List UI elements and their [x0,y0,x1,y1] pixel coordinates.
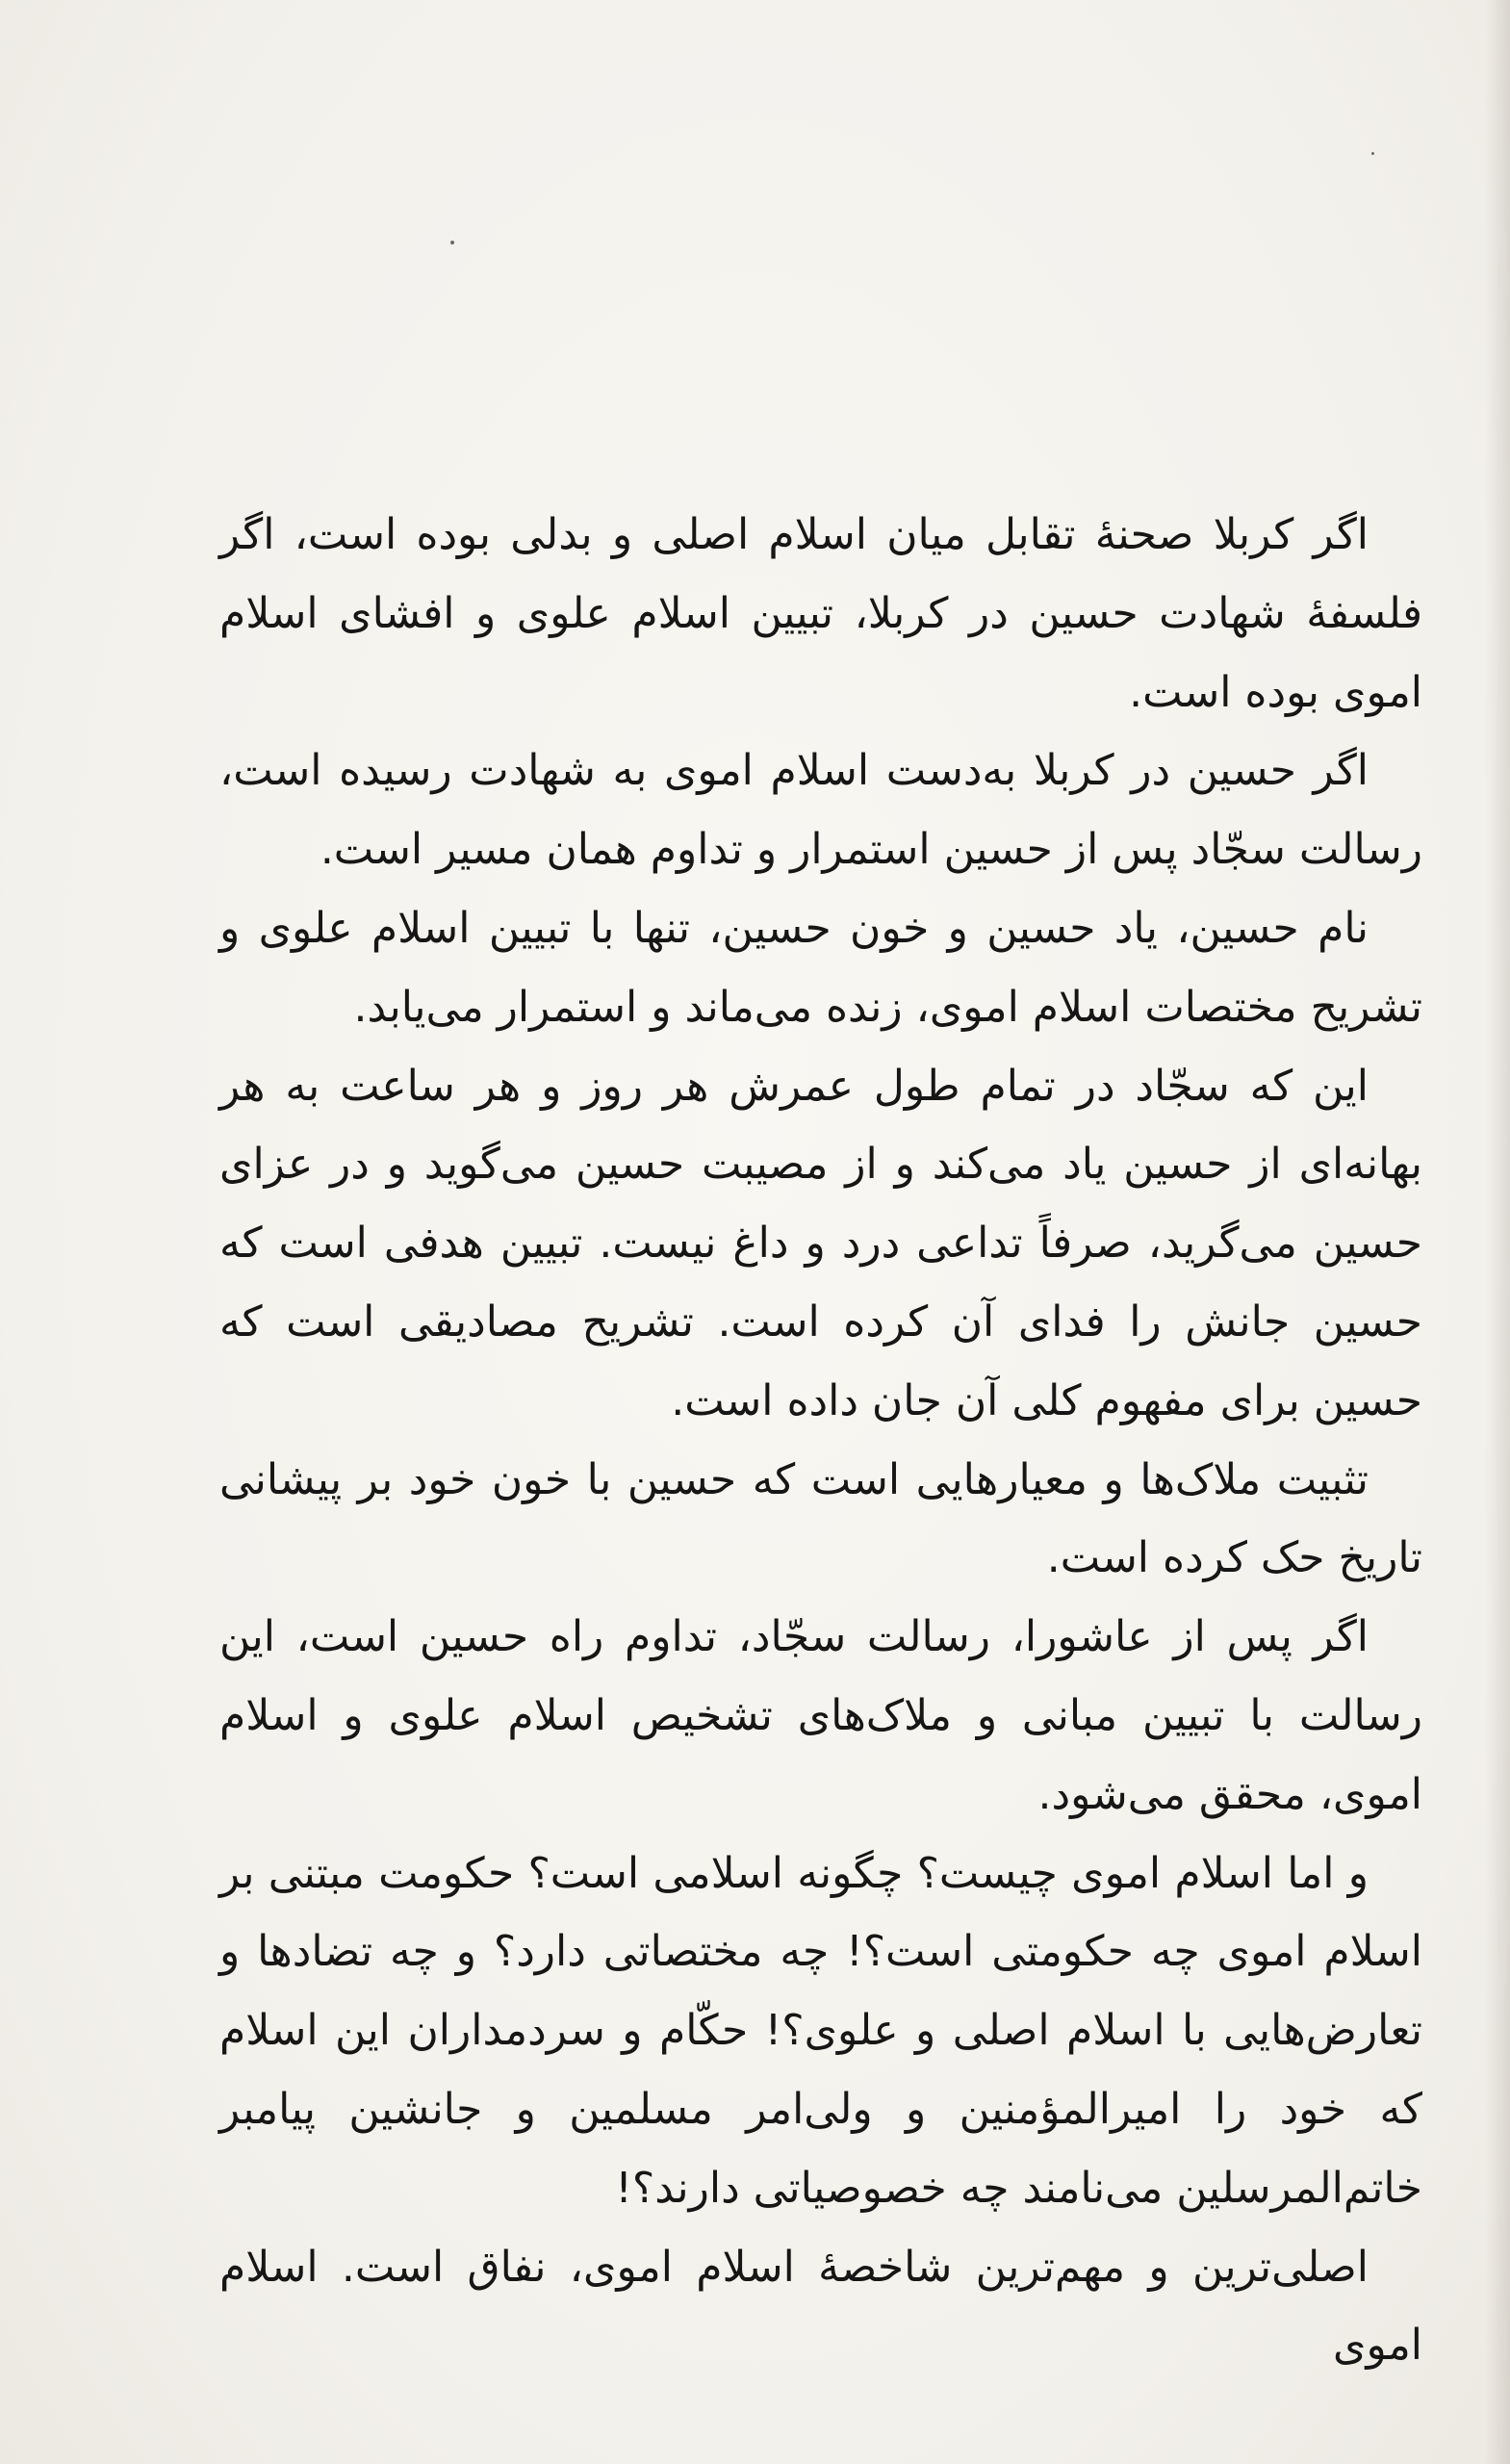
paragraph-3: نام حسین، یاد حسین و خون حسین، تنها با تبیین اسلام علوی و تشریح مختصات اسلام اموی، زنده می‌ماند و استمرار می‌یابد. [219,903,1422,1032]
page-edge-shadow [1485,0,1510,2464]
paragraph-7: و اما اسلام اموی چیست؟ چگونه اسلامی است؟ حکومت مبتنی بر اسلام اموی چه حکومتی است؟! چه مختصاتی دارد؟ و چه تضادها و تعارض‌هایی با اسلام اصلی و علوی؟! حکّام و سردمداران این اسلام که خود را امیرالمؤمنین و ولی‌امر مسلمین و جانشین پیامبر خاتم‌المرسلین می‌نامند چه خصوصیاتی دارند؟! [219,1848,1422,2213]
print-speck [1371,152,1374,155]
paragraph-4: این که سجّاد در تمام طول عمرش هر روز و هر ساعت به هر بهانه‌ای از حسین یاد می‌کند و از مصیبت حسین می‌گوید و در عزای حسین می‌گرید، صرفاً تداعی درد و داغ نیست. تبیین هدفی است که حسین جانش را فدای آن کرده است. تشریح مصادیقی است که حسین برای مفهوم کلی آن جان داده است. [219,1061,1422,1425]
paragraph-6: اگر پس از عاشورا، رسالت سجّاد، تداوم راه حسین است، این رسالت با تبیین مبانی و ملاک‌های تشخیص اسلام علوی و اسلام اموی، محقق می‌شود. [219,1612,1422,1819]
paragraph-2: اگر حسین در کربلا به‌دست اسلام اموی به شهادت رسیده است، رسالت سجّاد پس از حسین استمرار و تداوم همان مسیر است. [219,746,1422,875]
paragraph-1: اگر کربلا صحنهٔ تقابل میان اسلام اصلی و بدلی بوده است، اگر فلسفهٔ شهادت حسین در کربلا، تبیین اسلام علوی و افشای اسلام اموی بوده است. [219,510,1422,717]
body-text [219,496,1422,2385]
print-speck [450,241,454,244]
paragraph-8: اصلی‌ترین و مهم‌ترین شاخصهٔ اسلام اموی، نفاق است. اسلام اموی [219,2242,1422,2371]
paragraph-5: تثبیت ملاک‌ها و معیارهایی است که حسین با خون خود بر پیشانی تاریخ حک کرده است. [219,1454,1422,1583]
